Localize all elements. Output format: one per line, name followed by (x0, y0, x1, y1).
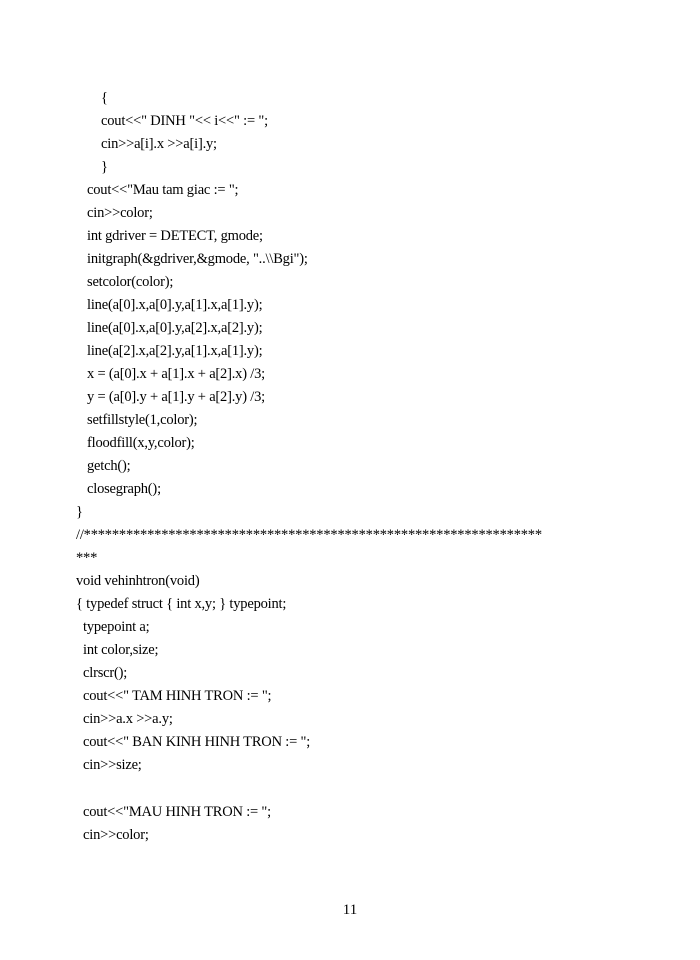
code-line: line(a[0].x,a[0].y,a[2].x,a[2].y); (87, 320, 263, 336)
code-line: { (101, 90, 108, 106)
code-line: line(a[0].x,a[0].y,a[1].x,a[1].y); (87, 297, 263, 313)
code-line: //***************************************************************** (76, 527, 542, 543)
code-line: } (76, 504, 83, 520)
code-line: } (101, 159, 108, 175)
code-line: cin>>size; (83, 757, 142, 773)
code-line: setcolor(color); (87, 274, 174, 290)
code-line: cout<<" TAM HINH TRON := "; (83, 688, 272, 704)
code-line: cout<<" BAN KINH HINH TRON := "; (83, 734, 311, 750)
code-line: void vehinhtron(void) (76, 573, 200, 589)
code-line: cout<<"MAU HINH TRON := "; (83, 804, 271, 820)
code-line: { typedef struct { int x,y; } typepoint; (76, 596, 287, 612)
code-line: cin>>color; (83, 827, 149, 843)
code-line: cout<<"Mau tam giac := "; (87, 182, 239, 198)
code-line: cin>>color; (87, 205, 153, 221)
code-line: floodfill(x,y,color); (87, 435, 195, 451)
code-line: cin>>a.x >>a.y; (83, 711, 173, 727)
code-line: y = (a[0].y + a[1].y + a[2].y) /3; (87, 389, 265, 405)
code-line: *** (76, 550, 98, 566)
code-line: int gdriver = DETECT, gmode; (87, 228, 263, 244)
page-number: 11 (342, 902, 358, 918)
code-line: closegraph(); (87, 481, 161, 497)
code-line: line(a[2].x,a[2].y,a[1].x,a[1].y); (87, 343, 263, 359)
code-line: x = (a[0].x + a[1].x + a[2].x) /3; (87, 366, 265, 382)
code-line: clrscr(); (83, 665, 128, 681)
code-line: typepoint a; (83, 619, 150, 635)
code-line: int color,size; (83, 642, 159, 658)
code-line: initgraph(&gdriver,&gmode, "..\\Bgi"); (87, 251, 308, 267)
code-line: cout<<" DINH "<< i<<" := "; (101, 113, 268, 129)
code-line: setfillstyle(1,color); (87, 412, 198, 428)
code-line: cin>>a[i].x >>a[i].y; (101, 136, 217, 152)
code-line: getch(); (87, 458, 131, 474)
